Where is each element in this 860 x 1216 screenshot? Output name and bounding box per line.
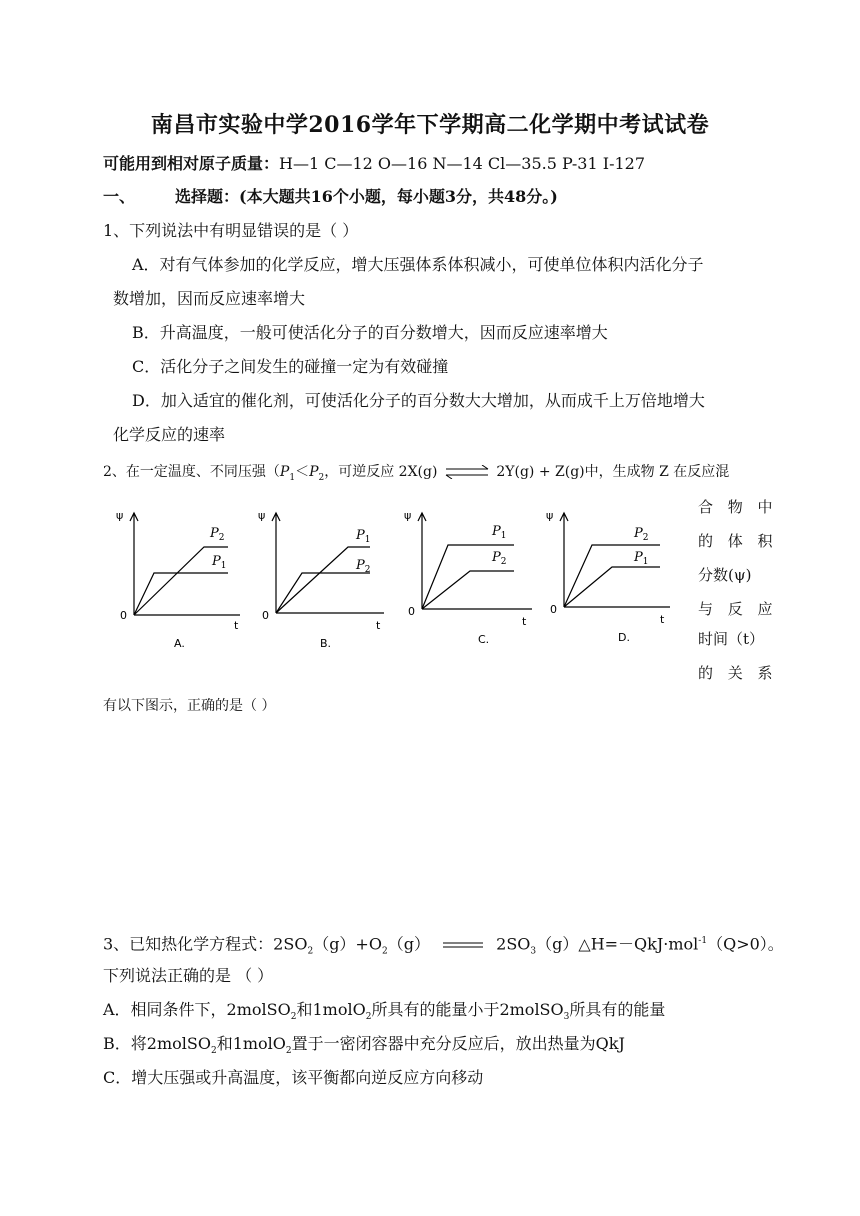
q3-b-part2: 和1molO bbox=[216, 1034, 286, 1053]
q3-sup: -1 bbox=[698, 936, 708, 946]
q1-option-c: C．活化分子之间发生的碰撞一定为有效碰撞 bbox=[132, 357, 449, 376]
q3-stem-e: （g）△H=－QkJ·mol bbox=[536, 934, 699, 954]
origin-label: 0 bbox=[120, 609, 127, 622]
q3-b-part1: B．将2molSO bbox=[103, 1034, 211, 1053]
graph-a bbox=[110, 505, 260, 655]
graph-caption: C. bbox=[478, 633, 490, 646]
q3-stem bbox=[103, 930, 784, 963]
q3-option-c: C．增大压强或升高温度，该平衡都向逆反应方向移动 bbox=[103, 1068, 484, 1087]
q3-a-part1: A．相同条件下，2molSO bbox=[103, 1000, 291, 1019]
curve-bottom-label: $P_2$ bbox=[492, 550, 507, 567]
origin-label: 0 bbox=[550, 603, 557, 616]
q3-a-part2: 和1molO bbox=[296, 1000, 366, 1019]
q3-a-part4: 所具有的能量 bbox=[569, 1000, 666, 1019]
section-heading bbox=[103, 186, 558, 208]
q2-side-3: 分数(ψ) bbox=[698, 566, 752, 584]
q1-option-b: B．升高温度，一般可使活化分子的百分数增大，因而反应速率增大 bbox=[132, 323, 608, 342]
curve-bottom-label: $P_2$ bbox=[356, 558, 371, 575]
y-axis-label: ψ bbox=[546, 509, 554, 522]
q2-p1-sub: 1 bbox=[289, 472, 296, 483]
x-axis-label: t bbox=[234, 619, 239, 632]
q2-side-6: 的 关 系 bbox=[698, 664, 778, 682]
curve-top-label: $P_2$ bbox=[634, 526, 649, 543]
x-axis-label: t bbox=[376, 619, 381, 632]
curve-p1 bbox=[276, 547, 370, 613]
q3-a-sub1: 2 bbox=[290, 1012, 297, 1023]
q2-p2: P bbox=[309, 464, 319, 480]
q3-stem-c: （g） bbox=[387, 934, 430, 954]
q2-stem-start: 2、在一定温度、不同压强（ bbox=[103, 464, 280, 480]
reversible-arrow-icon bbox=[442, 465, 492, 479]
q3-stem-a: 3、已知热化学方程式：2SO bbox=[103, 934, 308, 954]
q2-stem-mid: ，可逆反应 2X(g) bbox=[324, 464, 438, 480]
q2-stem-end: 2Y(g) + Z(g)中，生成物 Z 在反应混 bbox=[496, 464, 730, 480]
q3-stem-b: （g）+O bbox=[313, 934, 382, 954]
page-title: 南昌市实验中学2016学年下学期高二化学期中考试试卷 bbox=[150, 112, 710, 138]
y-axis-label: ψ bbox=[116, 509, 124, 522]
q2-p1: P bbox=[279, 464, 290, 480]
q1-option-d-line1: D．加入适宜的催化剂，可使活化分子的百分数大大增加，从而成千上万倍地增大 bbox=[132, 391, 705, 410]
q2-side-5: 时间（t） bbox=[698, 630, 765, 648]
graph-c bbox=[398, 505, 548, 655]
q1-option-d-line2: 化学反应的速率 bbox=[113, 425, 226, 444]
x-axis-label: t bbox=[660, 613, 665, 626]
curve-p2 bbox=[276, 573, 370, 613]
q3-option-b bbox=[103, 1033, 625, 1062]
q3-b-part3: 置于一密闭容器中充分反应后，放出热量为QkJ bbox=[291, 1034, 625, 1053]
graph-caption: D. bbox=[618, 631, 630, 644]
graph-b bbox=[252, 505, 402, 655]
q1-option-a-line2: 数增加，因而反应速率增大 bbox=[113, 289, 306, 308]
q2-side-2: 的 体 积 bbox=[698, 532, 778, 550]
curve-p2 bbox=[564, 545, 660, 607]
q2-stem bbox=[103, 461, 729, 483]
q3-b-sub1: 2 bbox=[210, 1046, 217, 1057]
atomic-mass-values: H—1 C—12 O—16 N—14 Cl—35.5 P-31 I-127 bbox=[279, 154, 646, 173]
curve-bottom-label: $P_1$ bbox=[634, 550, 649, 567]
q3-stem-f: （Q>0）。 bbox=[707, 934, 784, 954]
q3-sub-1: 2 bbox=[307, 946, 314, 957]
y-axis-label: ψ bbox=[258, 509, 266, 522]
graph-caption: B. bbox=[320, 637, 332, 650]
graph-d bbox=[540, 505, 690, 655]
q3-b-sub2: 2 bbox=[285, 1046, 292, 1057]
curve-top-label: $P_1$ bbox=[356, 528, 371, 545]
q3-line2: 下列说法正确的是 （ ） bbox=[103, 966, 274, 985]
q3-stem-d: 2SO bbox=[496, 934, 531, 954]
q1-option-a-line1: A．对有气体参加的化学反应，增大压强体系体积减小，可使单位体积内活化分子 bbox=[132, 255, 704, 274]
q3-sub-3: 3 bbox=[530, 946, 537, 957]
x-axis-label: t bbox=[522, 615, 527, 628]
q3-a-sub3: 3 bbox=[563, 1012, 570, 1023]
section-title: 选择题：(本大题共16个小题，每小题3分，共48分。) bbox=[175, 187, 558, 206]
origin-label: 0 bbox=[262, 609, 269, 622]
section-number: 一、 bbox=[103, 187, 136, 206]
atomic-mass-line bbox=[103, 153, 645, 175]
q1-stem: 1、下列说法中有明显错误的是（ ） bbox=[103, 221, 359, 240]
equilibrium-sign-icon bbox=[441, 940, 485, 950]
q2-side-4: 与 反 应 bbox=[698, 600, 778, 618]
atomic-mass-label: 可能用到相对原子质量： bbox=[103, 154, 280, 173]
curve-p1 bbox=[564, 567, 660, 607]
curve-p2 bbox=[422, 571, 514, 609]
curve-top-label: $P_2$ bbox=[210, 526, 225, 543]
q3-sub-2: 2 bbox=[381, 946, 388, 957]
curve-p1 bbox=[134, 573, 228, 615]
q2-lt: ＜ bbox=[295, 464, 310, 480]
q2-tail: 有以下图示，正确的是（ ） bbox=[103, 698, 276, 714]
origin-label: 0 bbox=[408, 605, 415, 618]
q2-side-1: 合 物 中 bbox=[698, 498, 778, 516]
q3-a-part3: 所具有的能量小于2molSO bbox=[371, 1000, 564, 1019]
y-axis-label: ψ bbox=[404, 509, 412, 522]
graph-caption: A. bbox=[174, 637, 185, 650]
curve-top-label: $P_1$ bbox=[492, 524, 507, 541]
q3-option-a bbox=[103, 999, 665, 1028]
q2-p2-sub: 2 bbox=[318, 472, 325, 483]
q3-a-sub2: 2 bbox=[365, 1012, 372, 1023]
curve-bottom-label: $P_1$ bbox=[212, 554, 227, 571]
